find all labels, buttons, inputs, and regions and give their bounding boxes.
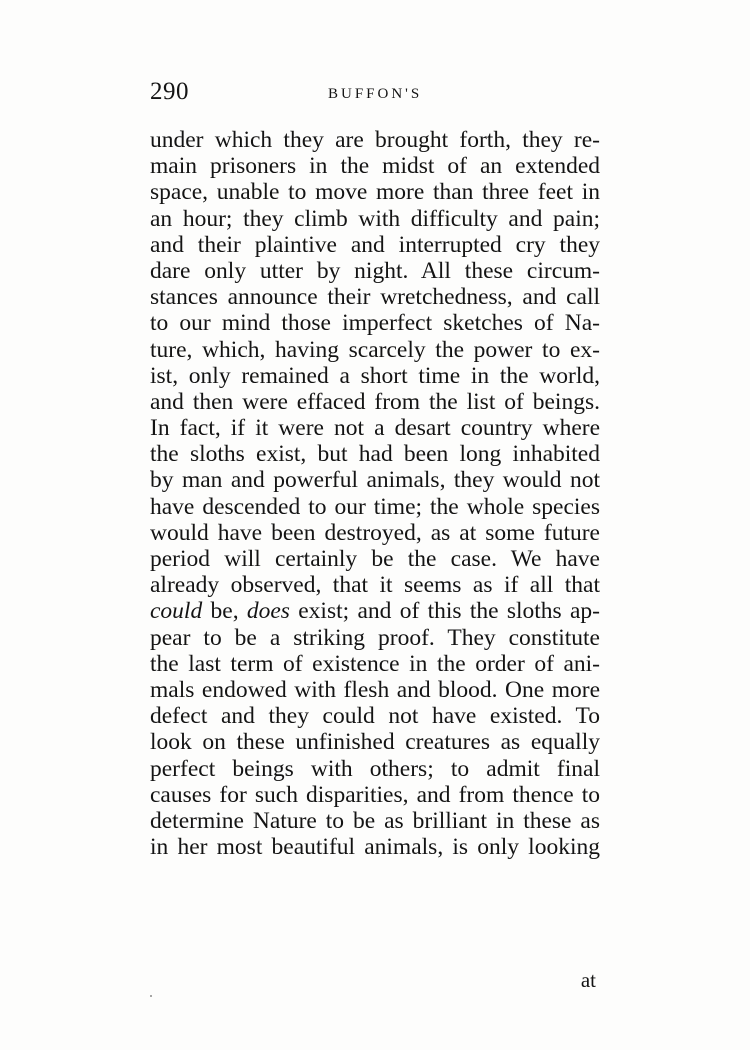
text-line: pear to be a striking proof. They constitute: [150, 624, 600, 651]
text-line: In fact, if it were not a desart country where: [150, 415, 600, 442]
body-text: [150, 127, 600, 860]
text-line: the sloths exist, but had been long inhabited: [150, 441, 600, 468]
text-line: look on these unfinished creatures as equally: [150, 729, 600, 756]
text-line: have descended to our time; the whole species: [150, 493, 600, 520]
text-line: causes for such disparities, and from thence to: [150, 781, 600, 808]
running-head: BUFFON'S: [328, 86, 423, 102]
emphasis-does: does: [246, 598, 290, 625]
text-line: determine Nature to be as brilliant in these as: [150, 807, 600, 834]
text-line: space, unable to move more than three feet in: [150, 179, 600, 206]
text-line: would have been destroyed, as at some future: [150, 519, 600, 546]
text-line: under which they are brought forth, they re-: [150, 127, 600, 153]
catchword: at: [580, 968, 596, 992]
paper-speck: [150, 995, 152, 997]
text-line: and then were effaced from the list of beings.: [150, 388, 600, 415]
text-line: already observed, that it seems as if all that: [150, 572, 600, 599]
text-line: dare only utter by night. All these circum-: [150, 257, 600, 284]
text-line: ture, which, having scarcely the power to ex-: [150, 336, 600, 363]
text-line: defect and they could not have existed. To: [150, 703, 600, 730]
text-line: period will certainly be the case. We have: [150, 546, 600, 572]
text-line: the last term of existence in the order of ani-: [150, 650, 600, 677]
text-line: mals endowed with flesh and blood. One more: [150, 676, 600, 703]
text-line: and their plaintive and interrupted cry they: [150, 231, 600, 258]
text-line: an hour; they climb with difficulty and pain;: [150, 205, 600, 232]
text-line: ist, only remained a short time in the world,: [150, 362, 600, 389]
page-header: [150, 78, 600, 114]
text-line: main prisoners in the midst of an extended: [150, 153, 600, 180]
text-line: to our mind those imperfect sketches of Na-: [150, 310, 600, 337]
text-line: perfect beings with others; to admit final: [150, 755, 600, 782]
text-line: could be, does exist; and of this the sloths ap-: [150, 598, 600, 625]
text-line: in her most beautiful animals, is only looking: [150, 834, 600, 861]
text-line: stances announce their wretchedness, and call: [150, 284, 600, 311]
emphasis-could: could: [150, 598, 203, 625]
page-number: 290: [150, 78, 189, 105]
text-line: by man and powerful animals, they would not: [150, 467, 600, 494]
